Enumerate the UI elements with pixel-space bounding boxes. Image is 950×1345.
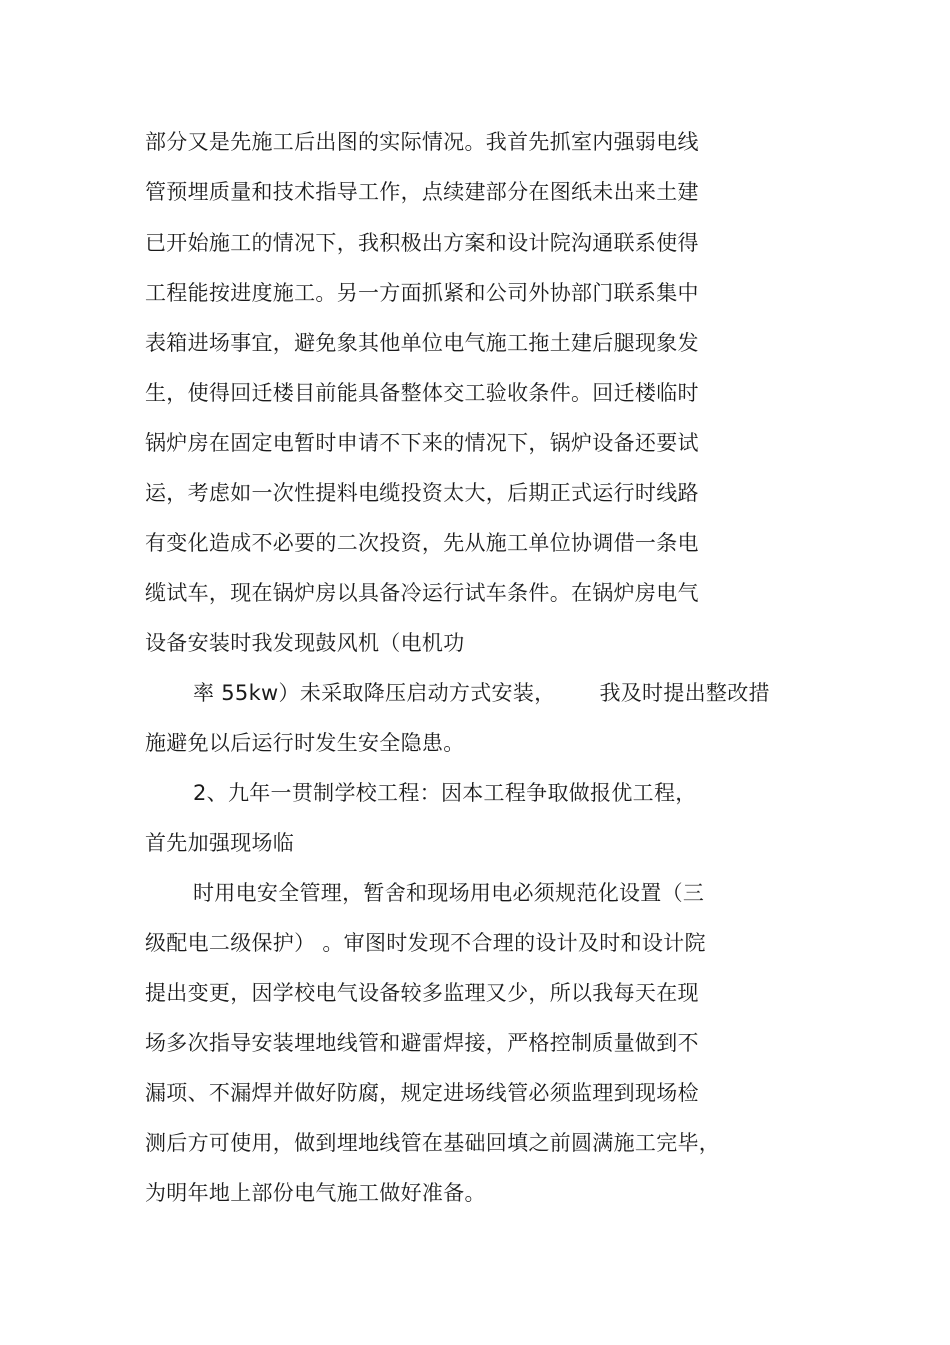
text-line: [193, 678, 770, 708]
text-segment: 率 55kw）未采取降压启动方式安装，: [193, 681, 556, 705]
text-line: 缆试车，现在锅炉房以具备冷运行试车条件。在锅炉房电气: [145, 581, 699, 605]
text-line: 设备安装时我发现鼓风机（电机功: [145, 631, 465, 655]
text-line: 首先加强现场临: [145, 831, 295, 855]
text-line: 运，考虑如一次性提料电缆投资太大，后期正式运行时线路: [145, 481, 699, 505]
text-line: 级配电二级保护） 。审图时发现不合理的设计及时和设计院: [145, 931, 706, 955]
text-line: 测后方可使用，做到埋地线管在基础回填之前圆满施工完毕，: [145, 1131, 721, 1155]
text-line: 部分又是先施工后出图的实际情况。我首先抓室内强弱电线: [145, 130, 699, 154]
text-line: 已开始施工的情况下，我积极出方案和设计院沟通联系使得: [145, 231, 699, 255]
text-line: 时用电安全管理，暂舍和现场用电必须规范化设置（三: [193, 881, 705, 905]
text-line: 工程能按进度施工。另一方面抓紧和公司外协部门联系集中: [145, 281, 699, 305]
text-line: 施避免以后运行时发生安全隐患。: [145, 731, 465, 755]
text-line: 管预埋质量和技术指导工作，点续建部分在图纸未出来土建: [145, 180, 699, 204]
text-line: 生，使得回迁楼目前能具备整体交工验收条件。回迁楼临时: [145, 381, 699, 405]
text-segment: 我及时提出整改措: [599, 681, 770, 705]
text-line: 表箱进场事宜，避免象其他单位电气施工拖土建后腿现象发: [145, 331, 699, 355]
text-line: 场多次指导安装埋地线管和避雷焊接，严格控制质量做到不: [145, 1031, 699, 1055]
text-line: 锅炉房在固定电暂时申请不下来的情况下，锅炉设备还要试: [145, 431, 699, 455]
section-heading: 2、九年一贯制学校工程：因本工程争取做报优工程，: [193, 781, 697, 805]
text-line: 为明年地上部份电气施工做好准备。: [145, 1181, 486, 1205]
text-line: 提出变更，因学校电气设备较多监理又少，所以我每天在现: [145, 981, 699, 1005]
text-line: 有变化造成不必要的二次投资，先从施工单位协调借一条电: [145, 531, 699, 555]
text-line: 漏项、不漏焊并做好防腐，规定进场线管必须监理到现场检: [145, 1081, 699, 1105]
